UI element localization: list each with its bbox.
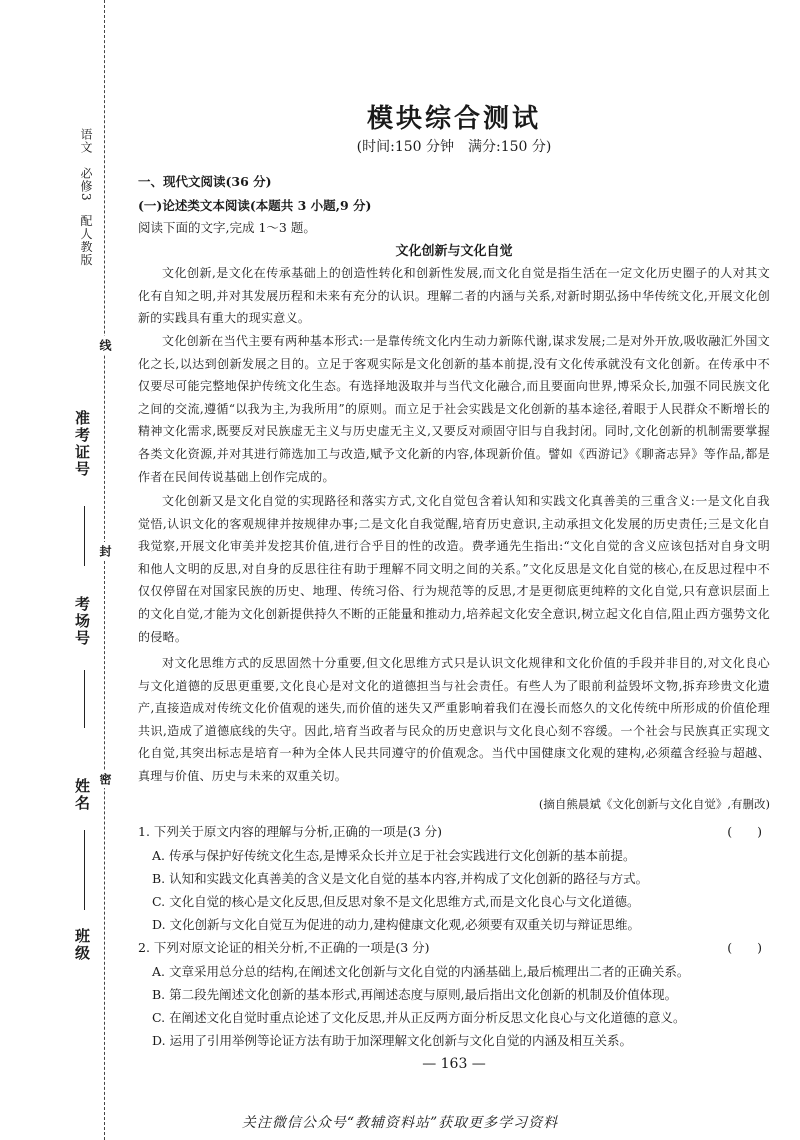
page-title: 模块综合测试 bbox=[366, 104, 541, 134]
option-d: D. 文化创新与文化自觉互为促进的动力,建构健康文化观,必须要有双重关切与辩证思维。 bbox=[152, 917, 640, 932]
exam-room-label: 考场号 bbox=[73, 596, 91, 647]
page-number: — 163 — bbox=[422, 1056, 486, 1072]
option-a: A. 文章采用总分总的结构,在阐述文化创新与文化自觉的内涵基础上,最后梳理出二者的正确关系。 bbox=[152, 964, 690, 979]
ticket-number-label: 准考证号 bbox=[73, 410, 91, 478]
question-stem: 2. 下列对原文论证的相关分析,不正确的一项是(3 分) bbox=[138, 940, 430, 955]
option-c: C. 文化自觉的核心是文化反思,但反思对象不是文化思维方式,而是文化良心与文化道德。 bbox=[152, 894, 640, 909]
question-2 bbox=[138, 938, 770, 956]
option-c: C. 在阐述文化自觉时重点论述了文化反思,并从正反两方面分析反思文化良心与文化道德的意义。 bbox=[152, 1010, 686, 1025]
article-paragraph: 文化创新又是文化自觉的实现路径和落实方式,文化自觉包含着认知和实践文化真善美的三重含义:一是文化自我觉悟,认识文化的客观规律并按规律办事;二是文化自我觉醒,培育历史意识,主动承担文化发展的历史责任;三是文化自我觉察,开展文化审美并发挖其价值,进行合乎目的性的改造。费孝通先生指出:“文化自觉的含义应该包括对自身文明和他人文明的反思,对自身的反思往往有助于理解不同文明之间的关系。”文化反思是文化自觉的核心,在反思过程中不仅仅停留在对国家民族的历史、地理、传统习俗、行为规范等的反思,才是更彻底更纯粹的文化自觉,只有意识层面上的文化自觉,才能为文化创新提供持久不断的正能量和推动力,培养起文化安全意识,树立起文化自信,阻止西方强势文化的侵略。 bbox=[138, 494, 770, 644]
ticket-number-line bbox=[84, 506, 85, 566]
article-title: 文化创新与文化自觉 bbox=[395, 244, 513, 259]
article-paragraph: 文化创新,是文化在传承基础上的创造性转化和创新性发展,而文化自觉是指生活在一定文化历史圈子的人对其文化有自知之明,并对其发展历程和未来有充分的认识。理解二者的内涵与关系,对新时期弘扬中华传统文化,开展文化创新的实践具有重大的现实意义。 bbox=[138, 266, 770, 326]
time-score-info: (时间:150 分钟 满分:150 分) bbox=[356, 139, 552, 155]
article-paragraph: 文化创新在当代主要有两种基本形式:一是靠传统文化内生动力新陈代谢,谋求发展;二是对外开放,吸收融汇外国文化之长,以达到创新发展之目的。立足于客观实际是文化创新的基本前提,没有文化传承就没有文化创新。在传承中不仅要尽可能完整地保护传统文化生态。有选择地汲取并与当代文化融合,而且要面向世界,博采众长,加强不同民族文化之间的交流,遵循“以我为主,为我所用”的原则。而立足于社会实践是文化创新的基本途径,着眼于人民群众不断增长的精神文化需求,既要反对民族虚无主义与历史虚无主义,又要反对顽固守旧与自我封闭。同时,文化创新的机制需要掌握各类文化资源,并对其进行筛选加工与改造,赋予文化新的内容,体现新价值。譬如《西游记》《聊斋志异》等作品,都是作者在民间传说基础上创作完成的。 bbox=[138, 334, 770, 484]
subsection-heading: (一)论述类文本阅读(本题共 3 小题,9 分) bbox=[138, 198, 372, 213]
footer-notice: 关注微信公众号“教辅资料站”获取更多学习资料 bbox=[241, 1115, 559, 1131]
name-line bbox=[84, 830, 85, 910]
binding-margin bbox=[0, 0, 120, 1140]
seal-mark-xian: 线 bbox=[97, 336, 114, 354]
seal-mark-mi: 密 bbox=[97, 770, 114, 788]
seal-dashed-line bbox=[104, 0, 105, 1140]
reading-instruction: 阅读下面的文字,完成 1～3 题。 bbox=[138, 220, 316, 235]
article-paragraph: 对文化思维方式的反思固然十分重要,但文化思维方式只是认识文化规律和文化价值的手段并非目的,对文化良心与文化道德的反思更重要,文化良心是对文化的道德担当与社会责任。有些人为了眼前利益毁坏文物,拆弃珍贵文化遗产,直接造成对传统文化价值观的迷失,而价值的迷失又严重影响着我们在漫长而悠久的文化传统中所形成的价值伦理共识,造成了道德底线的失守。因此,培育当政者与民众的历史意识与文化良心刻不容缓。一个社会与民族真正实现文化自觉,其突出标志是培育一种为全体人民共同遵守的价值观念。当代中国健康文化观的建构,必须蕴含经验与超越、真理与价值、历史与未来的双重关切。 bbox=[138, 656, 770, 783]
article-source: (摘自熊晨斌《文化创新与文化自觉》,有删改) bbox=[538, 797, 770, 811]
option-b: B. 第二段先阐述文化创新的基本形式,再阐述态度与原则,最后指出文化创新的机制及价值体现。 bbox=[152, 987, 678, 1002]
exam-room-line bbox=[84, 670, 85, 728]
question-stem: 1. 下列关于原文内容的理解与分析,正确的一项是(3 分) bbox=[138, 824, 443, 839]
option-d: D. 运用了引用举例等论证方法有助于加深理解文化创新与文化自觉的内涵及相互关系。 bbox=[152, 1033, 633, 1048]
option-a: A. 传承与保护好传统文化生态,是博采众长并立足于社会实践进行文化创新的基本前提。 bbox=[152, 848, 636, 863]
answer-bracket[interactable]: ( ) bbox=[727, 940, 762, 955]
answer-bracket[interactable]: ( ) bbox=[727, 824, 762, 839]
question-1 bbox=[138, 822, 770, 840]
option-b: B. 认知和实践文化真善美的含义是文化自觉的基本内容,并构成了文化创新的路径与方式。 bbox=[152, 871, 649, 886]
seal-mark-feng: 封 bbox=[97, 542, 114, 560]
name-label: 姓名 bbox=[73, 778, 91, 812]
edition-label: 语文 必修3 配人教版 bbox=[79, 128, 93, 267]
class-label: 班级 bbox=[73, 928, 91, 962]
section-heading: 一、现代文阅读(36 分) bbox=[138, 174, 272, 189]
